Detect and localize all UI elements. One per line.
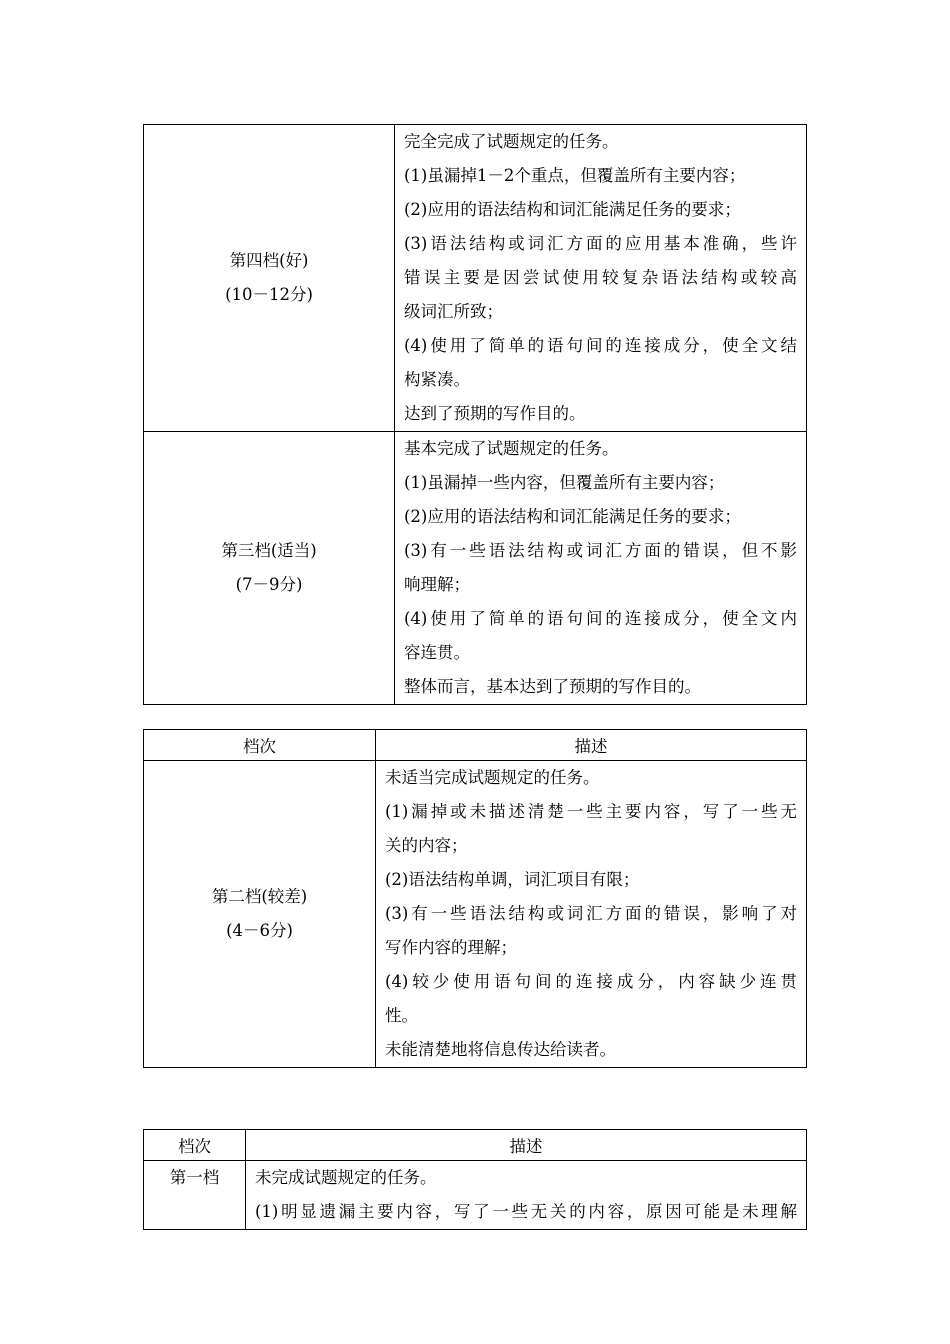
- description-line: (1)漏掉或未描述清楚一些主要内容，写了一些无: [385, 802, 797, 821]
- table-row: [144, 432, 807, 705]
- level-name: 第四档(好): [229, 251, 309, 270]
- level-score: (7－9分): [235, 575, 303, 594]
- description-line: 未能清楚地将信息传达给读者。: [385, 1040, 616, 1059]
- level-cell: [144, 125, 395, 432]
- table-row: [144, 125, 807, 432]
- description-line: 性。: [385, 1006, 418, 1025]
- level-score: (10－12分): [225, 285, 313, 304]
- description-line: (4)使用了简单的语句间的连接成分，使全文内: [404, 609, 797, 628]
- table-row: [144, 1161, 807, 1230]
- description-line: (3)有一些语法结构或词汇方面的错误，但不影: [404, 541, 797, 560]
- description-cell: [246, 1161, 807, 1230]
- description-line: (3)语法结构或词汇方面的应用基本准确，些许: [404, 234, 797, 253]
- level-name: 第一档: [169, 1168, 220, 1187]
- description-line: 关的内容；: [385, 836, 468, 855]
- level-name: 第二档(较差): [211, 887, 308, 906]
- description-line: 错误主要是因尝试使用较复杂语法结构或较高: [404, 268, 797, 287]
- description-line: 级词汇所致；: [404, 302, 503, 321]
- scoring-table-1: [143, 124, 807, 705]
- description-line: (1)明显遗漏主要内容，写了一些无关的内容，原因可能是未理解: [255, 1202, 797, 1221]
- description-line: 整体而言，基本达到了预期的写作目的。: [404, 677, 701, 696]
- description-line: 完全完成了试题规定的任务。: [404, 132, 619, 151]
- description-line: 写作内容的理解；: [385, 938, 517, 957]
- description-line: (2)应用的语法结构和词汇能满足任务的要求；: [404, 200, 741, 219]
- description-cell: [395, 125, 807, 432]
- description-line: (4)较少使用语句间的连接成分，内容缺少连贯: [385, 972, 797, 991]
- header-level: 档次: [144, 730, 376, 761]
- description-line: (1)虽漏掉一些内容，但覆盖所有主要内容；: [404, 473, 725, 492]
- description-line: (2)语法结构单调，词汇项目有限；: [385, 870, 640, 889]
- description-cell: [376, 761, 807, 1068]
- description-line: 响理解；: [404, 575, 470, 594]
- level-score: (4－6分): [226, 921, 293, 940]
- description-line: 达到了预期的写作目的。: [404, 404, 586, 423]
- scoring-table-3: [143, 1129, 807, 1230]
- description-line: 未完成试题规定的任务。: [255, 1168, 437, 1187]
- description-line: (1)虽漏掉1－2个重点，但覆盖所有主要内容；: [404, 166, 746, 185]
- level-name: 第三档(适当): [221, 541, 317, 560]
- table-header-row: [144, 730, 807, 761]
- description-line: 基本完成了试题规定的任务。: [404, 439, 619, 458]
- description-line: (3)有一些语法结构或词汇方面的错误，影响了对: [385, 904, 797, 923]
- description-line: (2)应用的语法结构和词汇能满足任务的要求；: [404, 507, 741, 526]
- description-cell: [395, 432, 807, 705]
- description-line: 构紧凑。: [404, 370, 470, 389]
- header-level: 档次: [144, 1130, 246, 1161]
- description-line: (4)使用了简单的语句间的连接成分，使全文结: [404, 336, 797, 355]
- level-cell: [144, 432, 395, 705]
- level-cell: [144, 761, 376, 1068]
- description-line: 未适当完成试题规定的任务。: [385, 768, 600, 787]
- header-description: 描述: [376, 730, 807, 761]
- table-row: [144, 761, 807, 1068]
- description-line: 容连贯。: [404, 643, 470, 662]
- level-cell: [144, 1161, 246, 1230]
- scoring-table-2: [143, 729, 807, 1068]
- header-description: 描述: [246, 1130, 807, 1161]
- table-header-row: [144, 1130, 807, 1161]
